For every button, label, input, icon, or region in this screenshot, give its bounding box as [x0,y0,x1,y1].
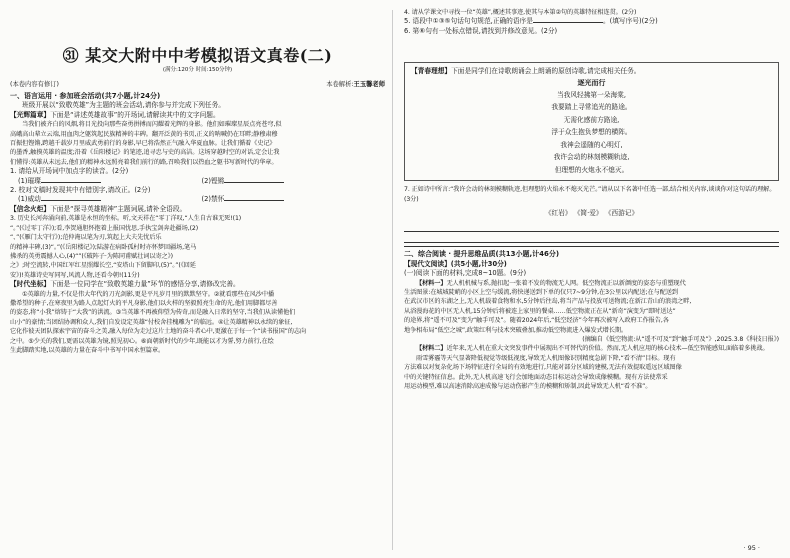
era-line: 之中。⑤少关的我们,更需以英雄为镜,照见初心。⑥面朝新时代的少年,既能以才为誓,努力前行,在绘 [10,337,274,345]
section-rule [404,246,779,247]
mat2-line: 中的关键特征信息。此外,无人机高速飞行会加地面动态目标运动会导致成像模糊。现有方法使常采 [404,373,668,381]
mat1-line: 在武汉市区的东湖之上,无人机载着食物和水,5分钟后往岛,将当产品与投放可送物流;在新江青山的浪湾之畔, [404,298,692,306]
question-1: 1. 请给从开场词中加点字的读音。(2分) [10,167,129,176]
intro-task: 【光辉篇章】下面是“讲述英雄故事”的开场词,请解读其中的文字问题。 [10,110,220,119]
mat2-line: 【材料二】近年来,无人机在重大文突发事件中展现出不可替代的价值。然而,无人机应用的核心技术—低空智能感知,面临着多挑战。 [416,345,769,353]
mat1-line: 【材料一】无人机机械与系,抛扣起一张着不发的物流无人网。低空物流正以新颜度的姿态与重塑现代 [416,279,686,287]
info-task: 【信念火炬】下面是“探寻英雄精神”主题词展,请补全语段。 [10,204,187,213]
poem-line: 我要踏上寻常追光的路途。 [551,103,632,112]
answer-blank[interactable] [533,22,603,23]
q3-line: 安》)!英雄诗史写同写,风流人物,还看今朝!(11分) [10,271,140,279]
modern-heading: 【现代文阅读】(共5小题,计30分) [404,259,507,268]
question-5: 5. 语段中①③⑤句话句句规范,正确的语序是 。(填写序号)(2分) [404,17,658,26]
era-passage [10,290,385,356]
poem-line: 当我风轻拂第一朵海棠, [557,90,626,99]
youth-box [404,62,779,181]
meta-row [10,80,385,90]
question-2: 2. 校对文稿时发现其中有错别字,请改正。(2分) [10,186,151,195]
question-3 [10,214,385,280]
poem-line: 但理想的火炮永不熄灭。 [554,165,629,174]
answer-blank[interactable] [224,182,284,183]
page-number: · 95 · [743,544,760,552]
poem-line: 我神会遥随的心明灯, [560,140,623,149]
era-line: 山小”的豪情;当团结协调和众人,我们自发设定英雄“付校舍挂槐雕为”的临远。④让英雄精神以永续的象征, [10,318,293,326]
passage-line: 的墨香,触摸英雄的温度;沿着《岳阳楼记》的笔迹,追寻忠与史的高洁。这场穿越时空的对话,定会让我 [10,149,280,157]
youth-task: 【青春理想】下面是同学们在诗歌朗诵会上朗诵的原创诗歌,请完成相关任务。 [411,67,641,76]
answer-blank[interactable] [41,182,101,183]
passage-line: 百振但铿锵,跨越千载岁月里威武勇前行的身影,早已将浩然正气融入华夏血脉。让我们循着《史记》 [10,140,276,148]
column-divider [392,10,393,550]
passage1 [10,120,385,167]
era-line: ①英雄的力量,不仅是伟大年代的刀光剑影,更是平凡岁月里的默默坚守。②就看那些在风沙中播 [22,290,275,298]
q2-answers [10,195,385,204]
q1-b: (2)铿锵 [202,177,386,186]
era-line: 它化作彼天团队探索宇宙的奋斗之美,融入每位为走过这片土地的奋斗者心中,更激在于每一个“读书报国”的志向 [10,328,307,336]
q3-line: 拂杀的英勇震撼人心,(4)“”(《破阵子·为陈同甫赋壮词以寄之》) [10,252,173,260]
question-7: 7. 正如诗中所言:“我许会动的林刻模糊轨迹,但理想的火焰永不熄灭光芒。”请从以下名著中任选一部,结合相关内容,谈谈你对这句话的理解。(3分) [404,186,776,203]
question-4: 4. 请从学课文中寻找一位“英雄”,概述其事迹,使其与本第②句的英雄特征相连贯。(2分) [404,9,637,16]
q1-answers [10,177,385,186]
passage-line: 们懂得:英雄从未远去,他们的精神永远照亮着我们前行的路,召唤我们以热血之躯书写新时代的华章。 [10,158,278,166]
left-column [10,8,385,355]
mat1-line: 地争相布局“低空之城”,政策红利与技术突破叠加,推动低空物流进入爆发式增长期。 [404,326,628,334]
poem-line: 我许会动的林刻模糊轨迹, [553,153,630,162]
answer-blank[interactable] [41,200,101,201]
mat2-line: 用运动模型,难以高速消除高速成像与运动伤影产生的模糊和矫制,因此导致无人机“看不准”。 [404,383,652,391]
revision-note: (本卷内容有修订) [10,81,59,88]
q3-line: 3. 历史长河奔涌向前,英雄是永恒的坐标。听,文天祥在“零丁洋叹,“人生自古谁无死!(1) [10,215,242,223]
score-line: (满分:120分 时间:150分钟) [162,67,233,73]
q3-line: “。”(《过零丁洋》);看,李贺通胆怀抱着上报国忧思,手执宝剑奔赴疆场,(2) [10,224,199,232]
mat1-source: (摘编自《低空物流:从“遥不可及”到“触手可及”》,2025.3.8《科技日报》) [582,336,779,343]
mat1-line: 生活图景:在城城陡峭的小区上空与缓流,将快递送到下单的仅只7~9分钟,在3公里以内配送;在与配送到 [404,288,678,296]
mat2-line: 雨雪雾霾等天气显著降低视觉等级低视度,导致无人机图像识别精度急剧下降,“看不清”目标。现有 [416,354,676,362]
material-1 [404,279,779,345]
era-task: 【时代坐标】下面是一位同学在“致敬英雄力量”环节的感悟分享,请修改完善。 [10,280,240,289]
answer-blank[interactable] [224,200,284,201]
mat1-line: 的途界,将“遥不可及”变为“触手可及”。随着2024年后,“低空经济”今年再次被写入政府工作报告,各 [404,317,669,325]
era-line: 撒希望的种子,在寒夜里为路人点起灯火的平凡身影,他们以火样的坚毅照亮生命的光,他们用脚都尽善 [10,299,278,307]
q2-b: (2)禁怀 [202,195,386,204]
passage-line: 当我们被齐白的风烟,将目光投向那些奋勇拼搏而闪耀着光辉的身影。他们如璀璨星辰点亮苍穹,似 [22,121,282,129]
era-line: 生此脚踏实地,以英雄的力量在奋斗中书写中国永恒篇章。 [10,346,165,354]
q2-a: (1)威动 [18,195,202,204]
era-line: 的姿态,将“小我”熔铸于“大我”的洪流。③当英雄不再被仰望为传奇,而是融入日常的坚守,当我们从读懂他们 [10,309,296,317]
q3-line: 之》;时空流转,中国红军红星照耀长空,“安塔山下留脚印,(5)“。”(《回延 [10,262,196,270]
mat1-line: 从浴漫海花的中区无人机,15分钟后将被连上家里的餐桌……低空物流正在从“新奇”演变为“即时送达” [404,307,676,315]
q3-line: 的精神丰碑,(3)“。”(《岳阳楼记》);陆游在病卧孤村时亦怀梦回疆场,笔马 [10,243,197,251]
analyst-name: 王玉馨老师 [353,81,385,88]
modern-sub: (一)阅读下面的材料,完成8~10题。(9分) [404,269,527,278]
poem [411,89,772,177]
mat2-line: 方法难以对复杂化场下场特征进行全局的有效地进行,只能对部分区域的建模,无法有效提取遥远区域图像 [404,364,682,372]
right-column [404,8,779,391]
book-options: 《红岩》 《简·爱》 《西游记》 [544,208,639,217]
part1-intro: 班级开展以“致敬英雄”为主题的班会活动,请你参与并完成下列任务。 [22,101,225,110]
part2-heading: 二、综合阅读 · 提升思维品质(共13小题,计46分) [404,250,560,259]
q3-line: “、”(《雁门太守行》);范仲淹以笔为刃,筑起上大夫先忧后乐 [10,234,162,242]
material-2 [404,344,779,391]
answer-line[interactable] [404,234,779,243]
part1-heading: 一、语言运用 · 参加班会活动(共7小题,计24分) [10,92,161,100]
exam-title: ㉛ 某交大附中中考模拟语文真卷(二) [62,46,333,65]
poem-line: 无需化感前方路途, [563,115,620,124]
analyst: 本卷解析:王玉馨老师 [326,81,385,88]
poem-title: 逐光而行 [577,78,606,87]
answer-line[interactable] [404,223,779,232]
poem-line: 浮于众生抱负梦想的横阵。 [551,128,632,137]
q1-a: (1)璀璨 [18,177,202,186]
question-6: 6. 第⑥句有一处标点错误,请找到并修改意见。(2分) [404,26,558,35]
passage-line: 高峨高山辈立云端,用血肉之躯筑起民族精神的丰碑。翻开泛黄的书页,正义的呐喊仍在耳畔;静穆肃穆 [10,130,278,138]
